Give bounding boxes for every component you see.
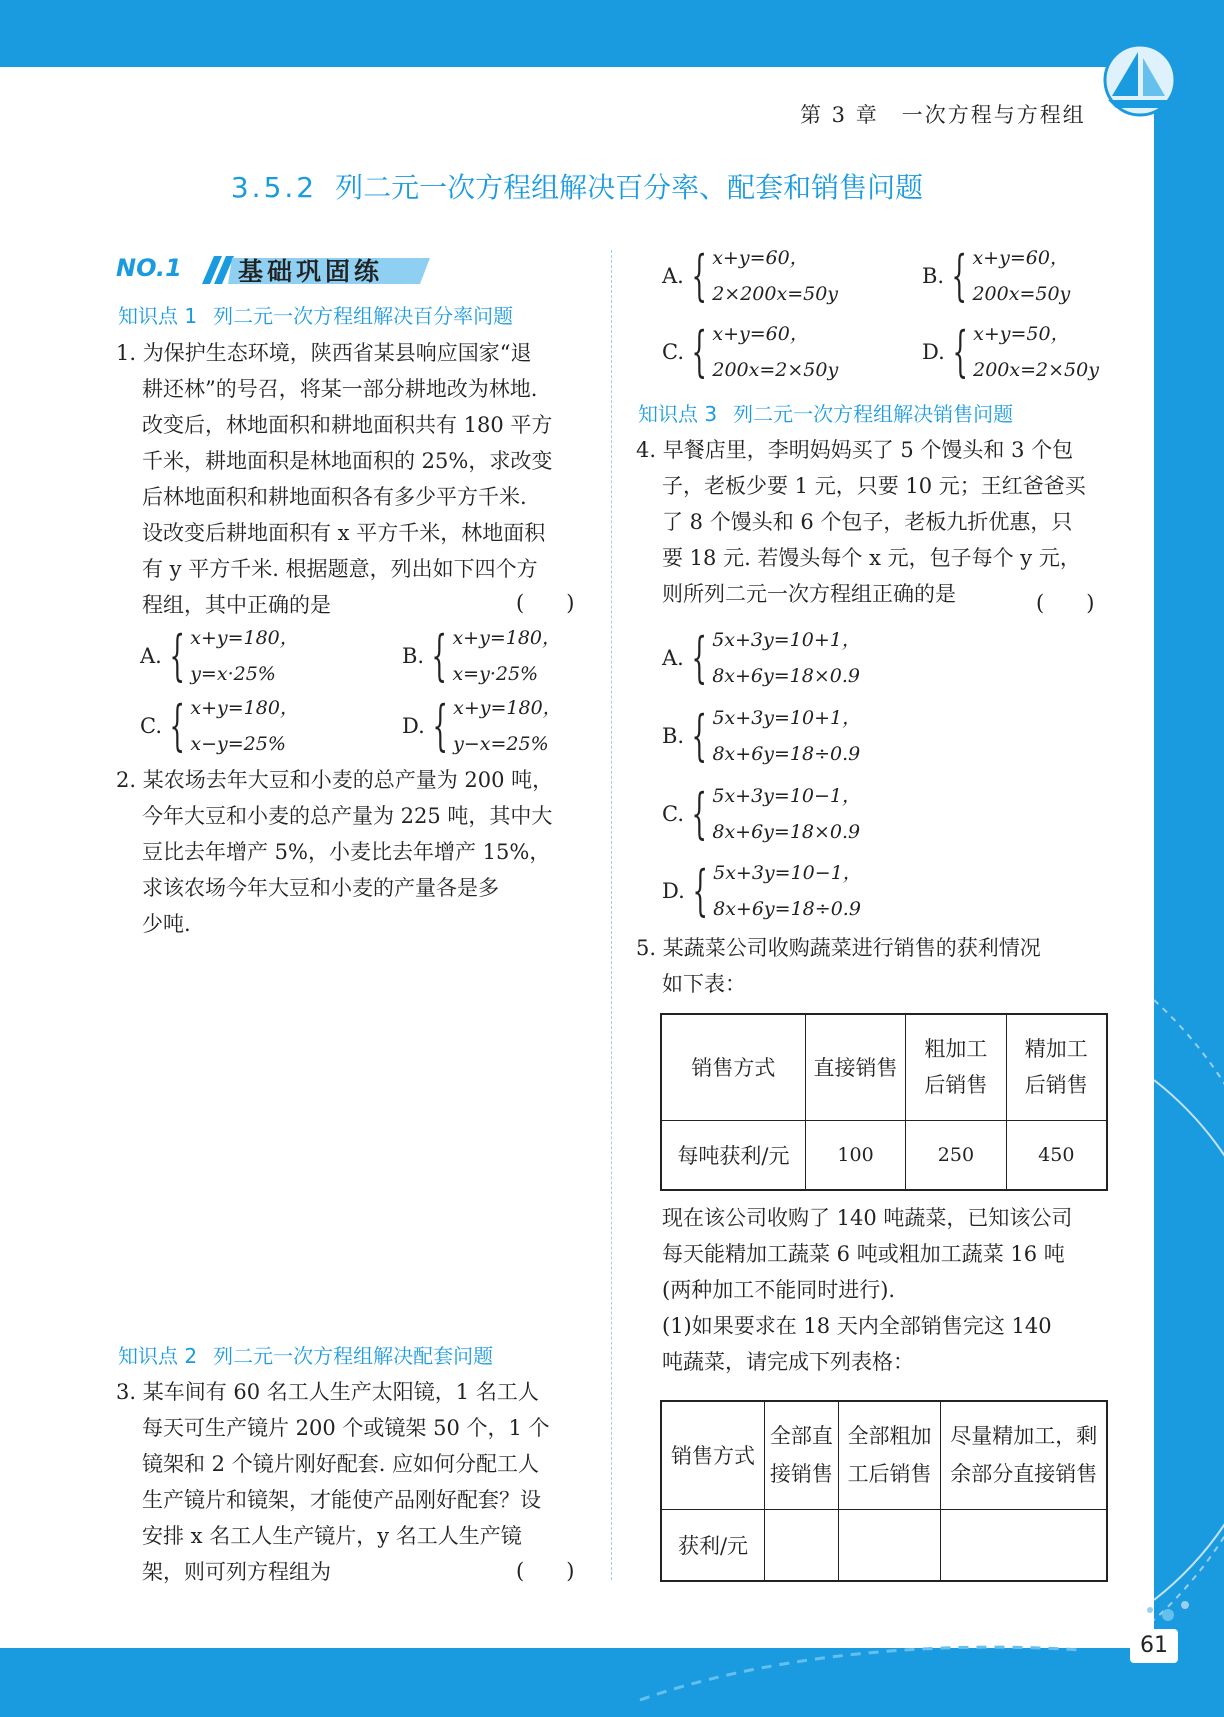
- table-header-cell: 粗加工 后销售: [906, 1014, 1006, 1120]
- q3-option-c[interactable]: C. { x+y=60， 200x=2×50y: [662, 320, 839, 383]
- question-5-intro: 5. 某蔬菜公司收购蔬菜进行销售的获利情况 如下表：: [636, 936, 1041, 996]
- knowledge-point-2: 知识点 2 列二元一次方程组解决配套问题: [118, 1344, 494, 1368]
- q3-option-d[interactable]: D. { x+y=50， 200x=2×50y: [922, 320, 1099, 383]
- question-5-text: 现在该公司收购了 140 吨蔬菜，已知该公司 每天能精加工蔬菜 6 吨或粗加工蔬菜 16 吨 (两种加工不能同时进行). (1)如果要求在 18 天内全部销售完这 140 吨蔬菜，请完成下列表格：: [662, 1206, 1073, 1374]
- q1-option-b[interactable]: B. { x+y=180， x=y·25%: [402, 624, 562, 687]
- answer-paren-q1[interactable]: ( ): [516, 591, 575, 615]
- answer-paren-q3[interactable]: ( ): [516, 1559, 575, 1583]
- table-cell: 100: [805, 1120, 905, 1190]
- table-header-cell: 销售方式: [661, 1014, 805, 1120]
- q1-option-a[interactable]: A. { x+y=180， y=x·25%: [140, 624, 299, 687]
- answer-cell[interactable]: [941, 1509, 1107, 1581]
- table-cell: 250: [906, 1120, 1006, 1190]
- table-cell: 每吨获利/元: [661, 1120, 805, 1190]
- q1-option-d[interactable]: D. { x+y=180， y−x=25%: [402, 694, 562, 757]
- question-4: 4. 早餐店里，李明妈妈买了 5 个馒头和 3 个包 子，老板少要 1 元，只要 10 元；王红爸爸买 了 8 个馒头和 6 个包子，老板九折优惠，只 要 18 元. 若馒头每个 x 元，包子每个 y 元， 则所列二元一次方程组正确的是: [636, 438, 1086, 606]
- chapter-header: 第 3 章 一次方程与方程组: [800, 103, 1086, 127]
- table-header-cell: 精加工 后销售: [1006, 1014, 1107, 1120]
- table-header-cell: 销售方式: [661, 1401, 765, 1509]
- section-title: 列二元一次方程组解决百分率、配套和销售问题: [335, 171, 924, 204]
- profit-table: [660, 1013, 1108, 1191]
- q3-option-a[interactable]: A. { x+y=60， 2×200x=50y: [662, 244, 839, 307]
- question-3: 3. 某车间有 60 名工人生产太阳镜，1 名工人 每天可生产镜片 200 个或镜架 50 个，1 个 镜架和 2 个镜片刚好配套. 应如何分配工人 生产镜片和镜架，才能使产品刚好配套？设 安排 x 名工人生产镜片，y 名工人生产镜 架，则可列方程组为: [116, 1380, 550, 1584]
- q1-option-c[interactable]: C. { x+y=180， x−y=25%: [140, 694, 299, 757]
- q4-option-a[interactable]: A. { 5x+3y=10+1， 8x+6y=18×0.9: [662, 626, 861, 689]
- table-cell: 获利/元: [661, 1509, 765, 1581]
- table-header-cell: 全部直 接销售: [765, 1401, 839, 1509]
- page-number: 61: [1130, 1629, 1178, 1663]
- knowledge-point-1: 知识点 1 列二元一次方程组解决百分率问题: [118, 304, 514, 328]
- answer-cell[interactable]: [838, 1509, 941, 1581]
- answer-cell[interactable]: [765, 1509, 839, 1581]
- section-heading: 基础巩固练: [238, 257, 384, 286]
- question-1: 1. 为保护生态环境，陕西省某县响应国家“退 耕还林”的号召，将某一部分耕地改为林地. 改变后，林地面积和耕地面积共有 180 平方 千米，耕地面积是林地面积的 25%，求改变 后林地面积和耕地面积各有多少平方千米. 设改变后耕地面积有 x 平方千米，林地面积 有 y 平方千米. 根据题意，列出如下四个方 程组，其中正确的是: [116, 341, 553, 617]
- knowledge-point-3: 知识点 3 列二元一次方程组解决销售问题: [638, 402, 1014, 426]
- section-number: 3.5.2: [230, 171, 318, 204]
- answer-paren-q4[interactable]: ( ): [1036, 591, 1095, 615]
- column-divider: [611, 250, 612, 1580]
- q4-option-d[interactable]: D. { 5x+3y=10−1， 8x+6y=18÷0.9: [662, 859, 862, 922]
- q3-option-b[interactable]: B. { x+y=60， 200x=50y: [922, 244, 1071, 307]
- table-cell: 450: [1006, 1120, 1107, 1190]
- q4-option-b[interactable]: B. { 5x+3y=10+1， 8x+6y=18÷0.9: [662, 704, 862, 767]
- table-header-cell: 尽量精加工，剩 余部分直接销售: [941, 1401, 1107, 1509]
- table-header-cell: 直接销售: [805, 1014, 905, 1120]
- page-title: [0, 166, 1154, 206]
- table-header-cell: 全部粗加 工后销售: [838, 1401, 941, 1509]
- section-label: NO.1: [116, 254, 182, 282]
- sales-plan-table: [660, 1400, 1108, 1582]
- question-2: 2. 某农场去年大豆和小麦的总产量为 200 吨， 今年大豆和小麦的总产量为 225 吨，其中大 豆比去年增产 5%，小麦比去年增产 15%， 求该农场今年大豆和小麦的产量各是多 少吨.: [116, 768, 554, 936]
- q4-option-c[interactable]: C. { 5x+3y=10−1， 8x+6y=18×0.9: [662, 782, 862, 845]
